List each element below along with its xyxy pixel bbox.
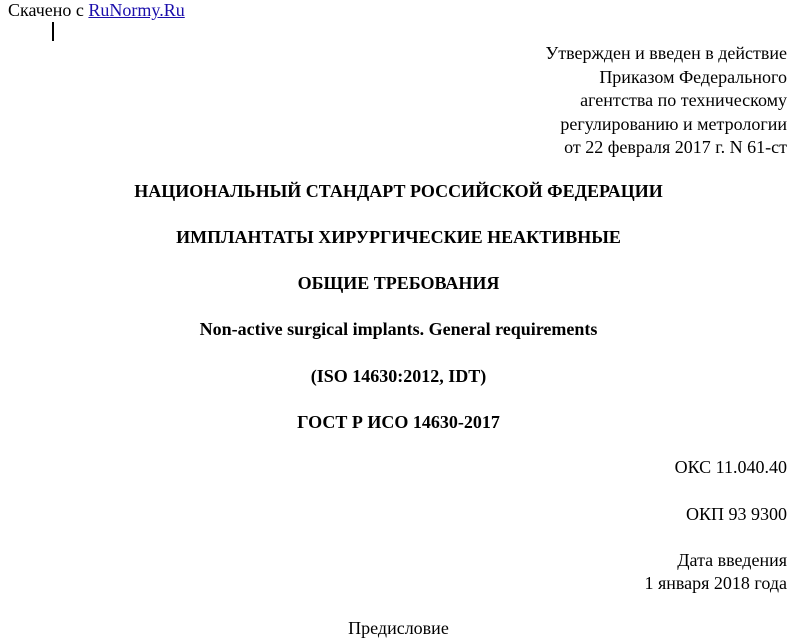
iso-reference: (ISO 14630:2012, IDT) <box>310 366 487 386</box>
standard-title: НАЦИОНАЛЬНЫЙ СТАНДАРТ РОССИЙСКОЙ ФЕДЕРАЦИИ <box>134 181 663 201</box>
introduction-date: 1 января 2018 года <box>644 573 787 593</box>
foreword-heading: Предисловие <box>348 618 449 638</box>
source-prefix: Скачено с <box>8 0 84 20</box>
okp-code: ОКП 93 9300 <box>685 504 787 524</box>
approval-line: от 22 февраля 2017 г. N 61-ст <box>564 137 787 157</box>
approval-line: регулированию и метрологии <box>560 113 787 134</box>
english-title: Non-active surgical implants. General requirements <box>199 319 598 339</box>
approval-line: Приказом Федерального <box>599 66 787 87</box>
subtitle: ОБЩИЕ ТРЕБОВАНИЯ <box>297 273 500 293</box>
text-cursor <box>52 22 54 41</box>
subject-title: ИМПЛАНТАТЫ ХИРУРГИЧЕСКИЕ НЕАКТИВНЫЕ <box>176 227 621 247</box>
approval-block <box>545 42 787 160</box>
gost-number: ГОСТ Р ИСО 14630-2017 <box>297 412 500 432</box>
source-line <box>8 0 185 20</box>
approval-line: Утвержден и введен в действие <box>545 43 787 63</box>
source-link[interactable]: RuNormy.Ru <box>88 0 185 20</box>
approval-line: агентства по техническому <box>580 90 787 110</box>
introduction-label: Дата введения <box>677 550 787 570</box>
oks-code: ОКС 11.040.40 <box>674 457 787 477</box>
